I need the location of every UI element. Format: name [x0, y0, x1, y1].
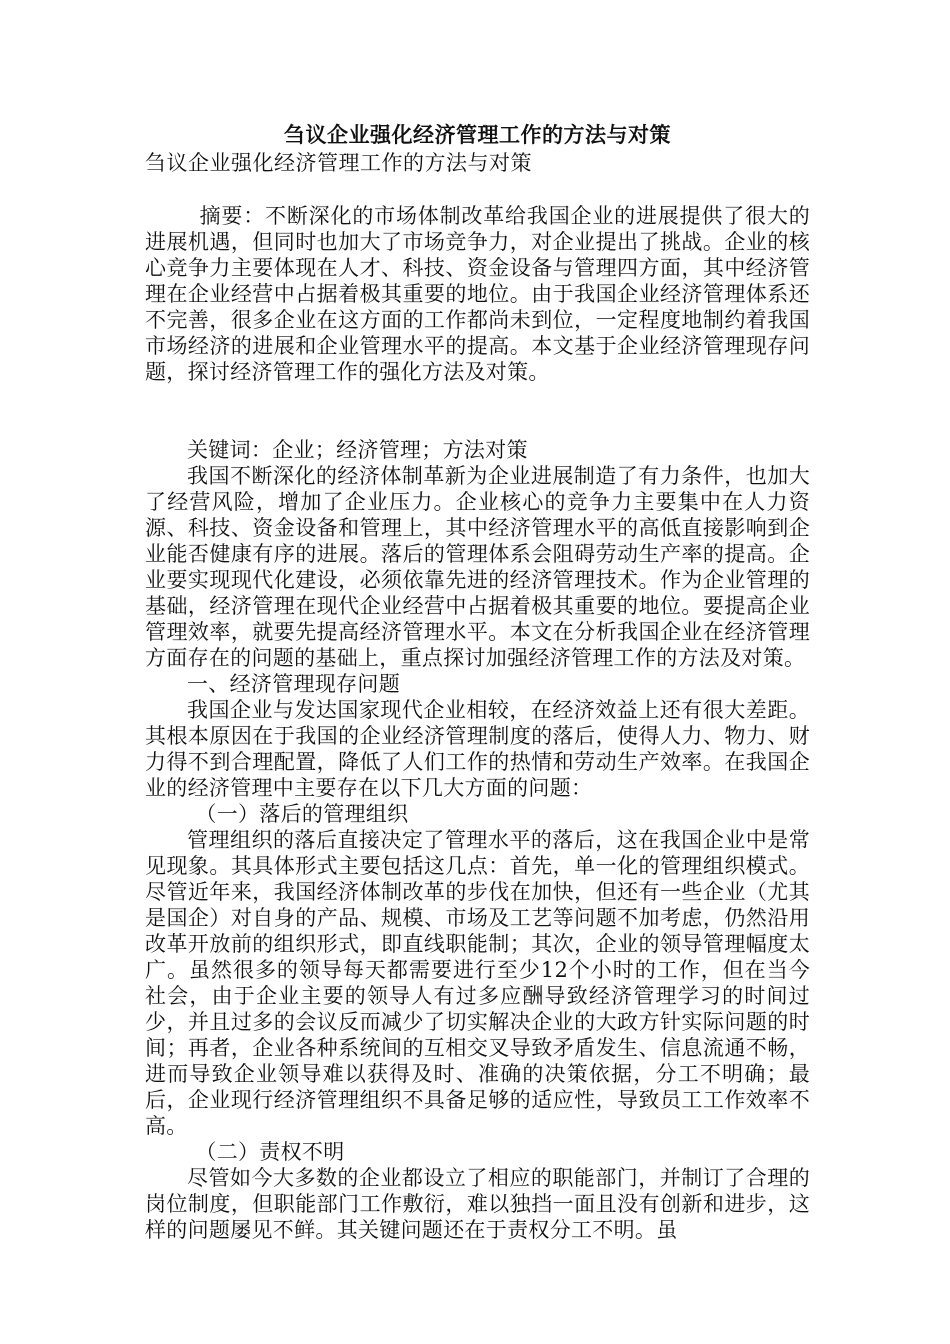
subsection-1-paragraph: 管理组织的落后直接决定了管理水平的落后，这在我国企业中是常见现象。其具体形式主要包括这几点：首先，单一化的管理组织模式。尽管近年来，我国经济体制改革的步伐在加快，但还有一些企业（尤其是国企）对自身的产品、规模、市场及工艺等问题不加考虑，仍然沿用改革开放前的组织形式，即直线职能制；其次，企业的领导管理幅度太广。虽然很多的领导每天都需要进行至少12个小时的工作，但在当今社会，由于企业主要的领导人有过多应酬导致经济管理学习的时间过少，并且过多的会议反而减少了切实解决企业的大政方针实际问题的时间；再者，企业各种系统间的互相交叉导致矛盾发生、信息流通不畅，进而导致企业领导难以获得及时、准确的决策依据，分工不明确；最后，企业现行经济管理组织不具备足够的适应性，导致员工工作效率不高。 [145, 828, 810, 1138]
section-1-heading: 一、经济管理现存问题 [187, 672, 400, 696]
keywords-line: 关键词：企业；经济管理；方法对策 [187, 438, 528, 462]
section-1-paragraph: 我国企业与发达国家现代企业相较，在经济效益上还有很大差距。其根本原因在于我国的企业经济管理制度的落后，使得人力、物力、财力得不到合理配置，降低了人们工作的热情和劳动生产效率。在我国企业的经济管理中主要存在以下几大方面的问题： [145, 698, 810, 800]
subsection-1-heading: （一）落后的管理组织 [195, 802, 409, 826]
subsection-2-heading: （二）责权不明 [195, 1140, 345, 1164]
section-gap [145, 385, 810, 437]
document-title: 刍议企业强化经济管理工作的方法与对策 [284, 122, 671, 147]
intro-paragraph: 我国不断深化的经济体制革新为企业进展制造了有力条件，也加大了经营风险，增加了企业压力。企业核心的竞争力主要集中在人力资源、科技、资金设备和管理上，其中经济管理水平的高低直接影响到企业能否健康有序的进展。落后的管理体系会阻碍劳动生产率的提高。企业要实现现代化建设，必须依靠先进的经济管理技术。作为企业管理的基础，经济管理在现代企业经营中占据着极其重要的地位。要提高企业管理效率，就要先提高经济管理水平。本文在分析我国企业在经济管理方面存在的问题的基础上，重点探讨加强经济管理工作的方法及对策。 [145, 464, 810, 670]
document-page [145, 120, 810, 1243]
subsection-2-paragraph: 尽管如今大多数的企业都设立了相应的职能部门，并制订了合理的岗位制度，但职能部门工作敷衍，难以独挡一面且没有创新和进步，这样的问题屡见不鲜。其关键问题还在于责权分工不明。虽 [145, 1166, 810, 1242]
abstract-paragraph: 摘要：不断深化的市场体制改革给我国企业的进展提供了很大的进展机遇，但同时也加大了市场竞争力，对企业提出了挑战。企业的核心竞争力主要体现在人才、科技、资金设备与管理四方面，其中经济管理在企业经营中占据着极其重要的地位。由于我国企业经济管理体系还不完善，很多企业在这方面的工作都尚未到位，一定程度地制约着我国市场经济的进展和企业管理水平的提高。本文基于企业经济管理现存问题，探讨经济管理工作的强化方法及对策。 [145, 204, 810, 384]
document-subtitle: 刍议企业强化经济管理工作的方法与对策 [145, 151, 532, 175]
